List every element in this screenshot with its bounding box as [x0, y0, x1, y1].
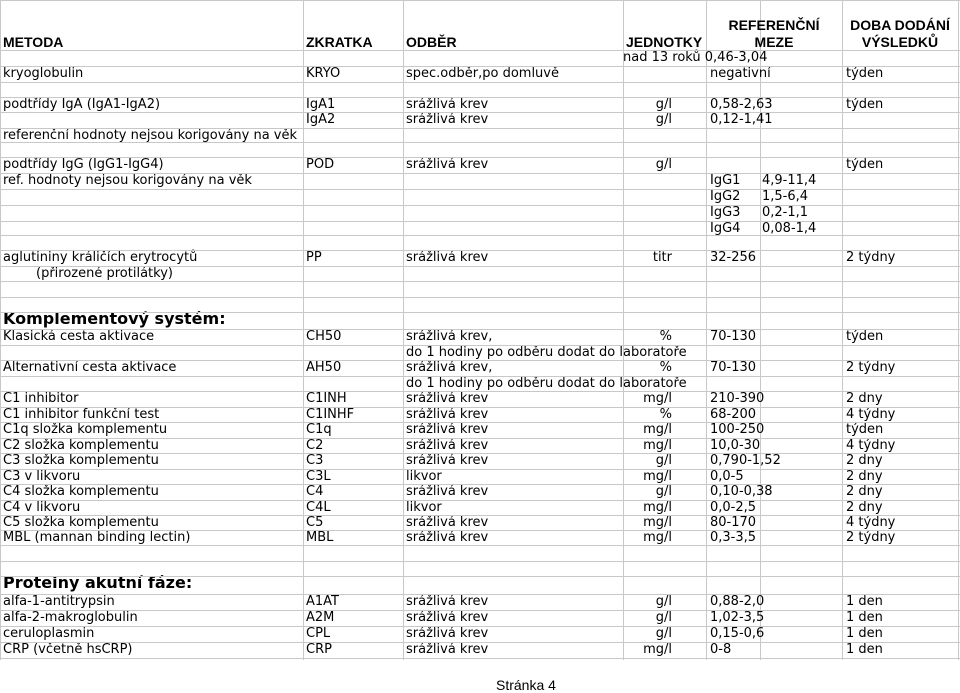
cell-doba: 2 týdny [846, 360, 896, 375]
cell-metoda: C5 složka komplementu [3, 515, 159, 530]
cell-zkratka: C2 [306, 438, 324, 453]
header-metoda: METODA [3, 34, 64, 50]
cell-ref: 0,0-2,5 [710, 500, 757, 515]
cell-odber: srážlivá krev [406, 97, 489, 112]
cell-ref-value: 4,9-11,4 [762, 173, 817, 188]
cell-ref: 100-250 [710, 422, 765, 437]
cell-odber: srážlivá krev [406, 453, 489, 468]
cell-jednotky: mg/l [643, 500, 672, 515]
cell-doba: týden [846, 97, 884, 112]
grid-line [0, 128, 960, 129]
cell-zkratka: A1AT [306, 594, 339, 609]
cell-zkratka: IgA2 [306, 112, 336, 127]
grid-line [0, 221, 960, 222]
grid-line [0, 422, 960, 423]
cell-metoda: kryoglobulin [3, 66, 84, 81]
cell-odber: srážlivá krev [406, 626, 489, 641]
grid-line [0, 50, 960, 51]
cell-ref-value: 0,08-1,4 [762, 221, 817, 236]
cell-odber: likvor [406, 469, 442, 484]
cell-odber: srážlivá krev [406, 407, 489, 422]
cell-doba: 2 dny [846, 500, 883, 515]
cell-zkratka: C3 [306, 453, 324, 468]
cell-odber: spec.odběr,po domluvě [406, 66, 559, 81]
cell-jednotky: g/l [655, 157, 672, 172]
cell-zkratka: C1q [306, 422, 332, 437]
page-footer: Stránka 4 [496, 677, 556, 693]
header-ref-line1: REFERENČNÍ [728, 17, 820, 33]
cell-metoda: Klasická cesta aktivace [3, 329, 155, 344]
grid-line [0, 515, 960, 516]
cell-doba: 1 den [846, 642, 883, 657]
cell-metoda: ceruloplasmin [3, 626, 95, 641]
cell-metoda: alfa-2-makroglobulin [3, 610, 138, 625]
cell-jednotky: mg/l [643, 515, 672, 530]
grid-line [0, 157, 960, 158]
grid-line [0, 530, 960, 531]
cell-metoda: podtřídy IgG (IgG1-IgG4) [3, 157, 164, 172]
grid-line [0, 235, 960, 236]
grid-line [0, 281, 960, 282]
cell-zkratka: C5 [306, 515, 324, 530]
cell-metoda: Alternativní cesta aktivace [3, 360, 177, 375]
cell-metoda: (přirozené protilátky) [36, 266, 173, 281]
cell-zkratka: IgA1 [306, 97, 336, 112]
cell-ref: 70-130 [710, 360, 757, 375]
cell-jednotky: mg/l [643, 422, 672, 437]
cell-metoda: C1q složka komplementu [3, 422, 168, 437]
cell-jednotky: mg/l [643, 469, 672, 484]
cell-doba: týden [846, 422, 884, 437]
cell-jednotky: mg/l [643, 391, 672, 406]
cell-ref: 70-130 [710, 329, 757, 344]
cell-ref: 0,58-2,63 [710, 97, 773, 112]
grid-line [0, 469, 960, 470]
cell-ref: 32-256 [710, 250, 757, 265]
cell-jednotky: mg/l [643, 642, 672, 657]
cell-doba: 2 dny [846, 391, 883, 406]
cell-zkratka: C4 [306, 484, 324, 499]
cell-zkratka: CRP [306, 642, 332, 657]
cell-doba: 2 týdny [846, 530, 896, 545]
grid-line [0, 360, 960, 361]
grid-line [0, 97, 960, 98]
cell-ref: 0,10-0,38 [710, 484, 773, 499]
cell-metoda: referenční hodnoty nejsou korigovány na věk [3, 128, 298, 143]
cell-odber: do 1 hodiny po odběru dodat do laboratoře [406, 376, 687, 391]
cell-zkratka: PP [306, 250, 322, 265]
header-ref-line2: MEZE [754, 34, 794, 50]
cell-metoda: podtřídy IgA (IgA1-IgA2) [3, 97, 161, 112]
header-doba-line1: DOBA DODÁNÍ [850, 17, 950, 33]
grid-line [0, 576, 960, 577]
cell-ref: 0,0-5 [710, 469, 744, 484]
cell-metoda: C1 inhibitor [3, 391, 79, 406]
grid-line [0, 205, 960, 206]
grid-line [0, 173, 960, 174]
cell-zkratka: CH50 [306, 329, 342, 344]
cell-doba: 1 den [846, 626, 883, 641]
grid-line [0, 345, 960, 346]
header-row [0, 0, 960, 50]
cell-ref: IgG1 [710, 173, 741, 188]
cell-odber: srážlivá krev, [406, 329, 493, 344]
header-doba-line2: VÝSLEDKŮ [861, 34, 939, 50]
grid-line [0, 82, 960, 83]
section-heading: Komplementový systém: [3, 309, 226, 328]
cell-ref: IgG3 [710, 205, 741, 220]
cell-doba: 4 týdny [846, 438, 896, 453]
cell-jednotky: g/l [655, 453, 672, 468]
grid-line [0, 561, 960, 562]
cell-odber: srážlivá krev [406, 157, 489, 172]
grid-line [0, 312, 960, 313]
cell-ref: 0,790-1,52 [710, 453, 781, 468]
cell-metoda: MBL (mannan binding lectin) [3, 530, 191, 545]
grid-line [0, 66, 960, 67]
cell-odber: likvor [406, 500, 442, 515]
grid-line [0, 266, 960, 267]
header-zkratka: ZKRATKA [306, 34, 373, 50]
cell-jednotky: g/l [655, 112, 672, 127]
cell-metoda: CRP (včetně hsCRP) [3, 642, 133, 657]
cell-odber: srážlivá krev [406, 515, 489, 530]
grid-line [0, 438, 960, 439]
grid-line [0, 250, 960, 251]
cell-doba: týden [846, 329, 884, 344]
cell-metoda: C4 v likvoru [3, 500, 81, 515]
cell-metoda: C2 složka komplementu [3, 438, 159, 453]
cell-zkratka: AH50 [306, 360, 342, 375]
cell-ref: negativní [710, 66, 771, 81]
cell-jednotky: % [659, 407, 672, 422]
grid-line [0, 545, 960, 546]
grid-line [0, 658, 960, 659]
cell-odber: srážlivá krev [406, 422, 489, 437]
cell-ref: 0,88-2,0 [710, 594, 765, 609]
grid-line [0, 610, 960, 611]
cell-jednotky: g/l [655, 97, 672, 112]
cell-zkratka: C3L [306, 469, 331, 484]
cell-doba: 2 týdny [846, 250, 896, 265]
grid-line [0, 642, 960, 643]
cell-doba: týden [846, 157, 884, 172]
cell-metoda: C4 složka komplementu [3, 484, 159, 499]
cell-doba: 4 týdny [846, 515, 896, 530]
cell-ref: IgG2 [710, 189, 741, 204]
cell-ref: 0-8 [710, 642, 732, 657]
cell-jednotky: g/l [655, 626, 672, 641]
grid-line [0, 376, 960, 377]
cell-zkratka: KRYO [306, 66, 341, 81]
cell-jednotky: % [659, 360, 672, 375]
cell-odber: do 1 hodiny po odběru dodat do laboratoře [406, 345, 687, 360]
cell-zkratka: A2M [306, 610, 335, 625]
cell-zkratka: C1INH [306, 391, 347, 406]
cell-jednotky: % [659, 329, 672, 344]
cell-jednotky: g/l [655, 484, 672, 499]
cell-odber: srážlivá krev [406, 484, 489, 499]
grid-line [0, 453, 960, 454]
cell-odber: srážlivá krev [406, 642, 489, 657]
grid-line [0, 297, 960, 298]
grid-line [0, 189, 960, 190]
grid-line [0, 0, 960, 1]
cell-odber: srážlivá krev [406, 250, 489, 265]
cell-doba: 2 dny [846, 484, 883, 499]
cell-doba: 4 týdny [846, 407, 896, 422]
cell-zkratka: C4L [306, 500, 331, 515]
cell-doba: 1 den [846, 594, 883, 609]
grid-line [0, 112, 960, 113]
cell-ref: 10,0-30 [710, 438, 761, 453]
cell-doba: 2 dny [846, 453, 883, 468]
cell-odber: srážlivá krev [406, 610, 489, 625]
cell-zkratka: CPL [306, 626, 331, 641]
grid-line [0, 500, 960, 501]
cell-jednotky: g/l [655, 610, 672, 625]
cell-metoda: aglutininy králičích erytrocytů [3, 250, 198, 265]
header-odber: ODBĚR [406, 34, 457, 50]
cell-zkratka: C1INHF [306, 407, 355, 422]
section-heading: Proteiny akutní fáze: [3, 573, 193, 592]
cell-ref: 0,15-0,6 [710, 626, 765, 641]
cell-zkratka: POD [306, 157, 335, 172]
cell-odber: srážlivá krev [406, 530, 489, 545]
grid-line [0, 142, 960, 143]
cell-odber: srážlivá krev [406, 594, 489, 609]
cell-jednotky: titr [652, 250, 672, 265]
grid-line [0, 594, 960, 595]
cell-odber: srážlivá krev [406, 112, 489, 127]
cell-metoda: ref. hodnoty nejsou korigovány na věk [3, 173, 252, 188]
cell-odber: srážlivá krev, [406, 360, 493, 375]
cell-ref: 0,12-1,41 [710, 112, 773, 127]
cell-metoda: alfa-1-antitrypsin [3, 594, 115, 609]
cell-ref: nad 13 roků 0,46-3,04 [623, 50, 768, 65]
cell-doba: 1 den [846, 610, 883, 625]
grid-line [0, 626, 960, 627]
header-jednotky: JEDNOTKY [626, 34, 703, 50]
cell-odber: srážlivá krev [406, 391, 489, 406]
cell-ref-value: 0,2-1,1 [762, 205, 809, 220]
cell-odber: srážlivá krev [406, 438, 489, 453]
cell-ref: 0,3-3,5 [710, 530, 757, 545]
cell-doba: 2 dny [846, 469, 883, 484]
cell-jednotky: g/l [655, 594, 672, 609]
cell-ref: 210-390 [710, 391, 765, 406]
cell-ref: 1,02-3,5 [710, 610, 765, 625]
cell-doba: týden [846, 66, 884, 81]
grid-line [0, 391, 960, 392]
cell-ref-value: 1,5-6,4 [762, 189, 809, 204]
grid-line [0, 407, 960, 408]
cell-jednotky: mg/l [643, 530, 672, 545]
cell-metoda: C1 inhibitor funkční test [3, 407, 160, 422]
cell-jednotky: mg/l [643, 438, 672, 453]
grid-line [0, 484, 960, 485]
cell-zkratka: MBL [306, 530, 334, 545]
grid-line [0, 329, 960, 330]
cell-metoda: C3 složka komplementu [3, 453, 159, 468]
cell-ref: 80-170 [710, 515, 757, 530]
cell-metoda: C3 v likvoru [3, 469, 81, 484]
cell-ref: 68-200 [710, 407, 757, 422]
cell-ref: IgG4 [710, 221, 741, 236]
